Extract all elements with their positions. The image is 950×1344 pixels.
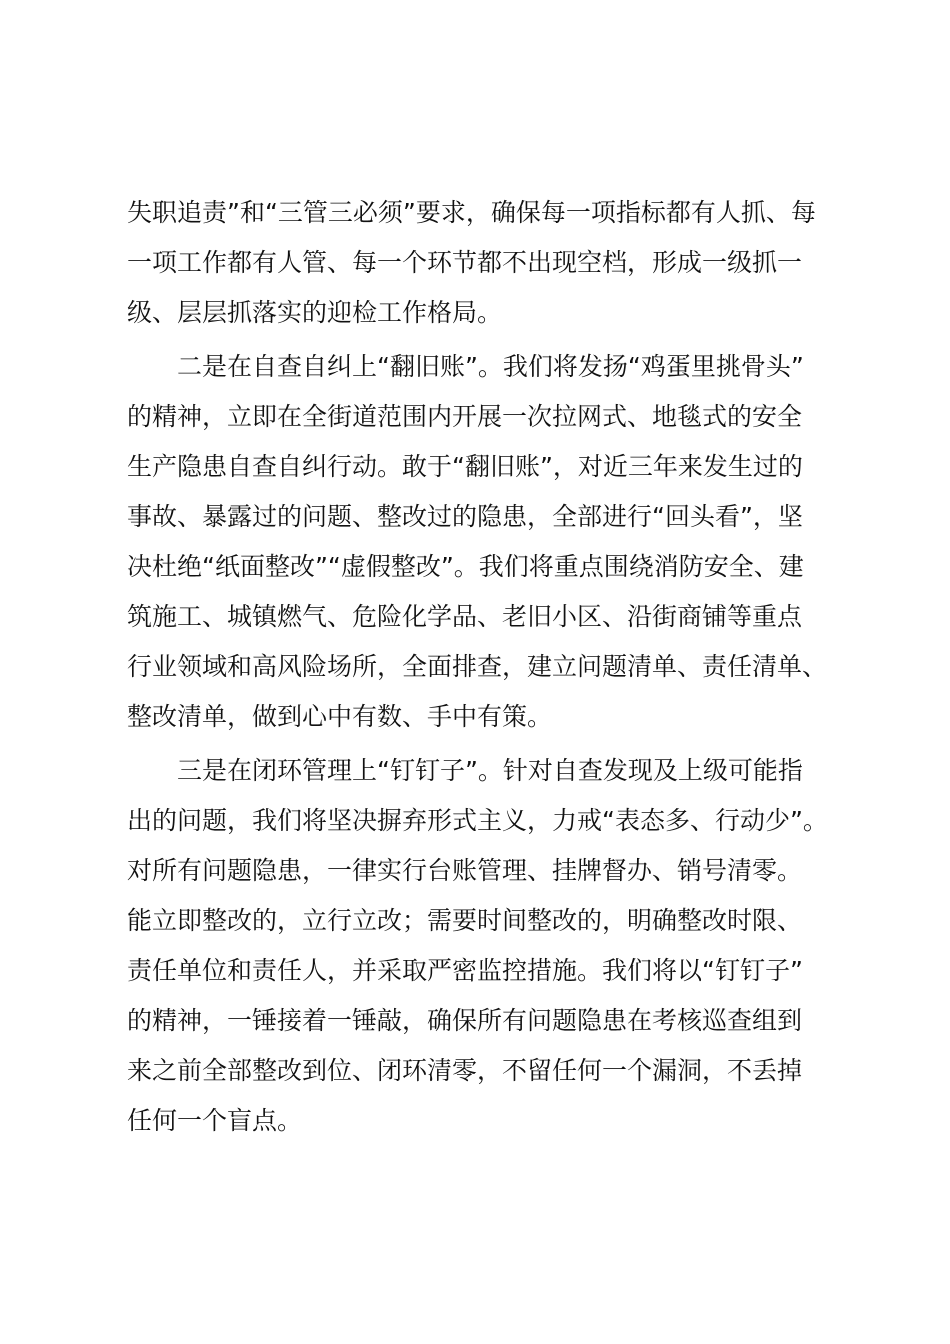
text-line: 任何一个盲点。 xyxy=(127,1106,303,1135)
text-line: 能立即整改的，立行立改；需要时间整改的，明确整改时限、 xyxy=(127,906,803,935)
text-line: 来之前全部整改到位、闭环清零，不留任何一个漏洞，不丢掉 xyxy=(127,1056,803,1085)
text-line: 的精神，一锤接着一锤敲，确保所有问题隐患在考核巡查组到 xyxy=(127,1006,803,1035)
text-line: 一项工作都有人管、每一个环节都不出现空档，形成一级抓一 xyxy=(127,248,803,277)
text-line: 二是在自查自纠上“翻旧账”。我们将发扬“鸡蛋里挑骨头” xyxy=(177,352,804,381)
paragraph-3 xyxy=(127,746,827,1146)
text-line: 失职追责”和“三管三必须”要求，确保每一项指标都有人抓、每 xyxy=(127,198,816,227)
paragraph-2 xyxy=(127,342,827,742)
text-line: 事故、暴露过的问题、整改过的隐患，全部进行“回头看”，坚 xyxy=(127,502,803,531)
text-line: 生产隐患自查自纠行动。敢于“翻旧账”，对近三年来发生过的 xyxy=(127,452,803,481)
text-line: 出的问题，我们将坚决摒弃形式主义，力戒“表态多、行动少”。 xyxy=(127,806,828,835)
document-body xyxy=(127,188,827,1146)
text-line: 级、层层抓落实的迎检工作格局。 xyxy=(127,298,503,327)
text-line: 筑施工、城镇燃气、危险化学品、老旧小区、沿街商铺等重点 xyxy=(127,602,803,631)
text-line: 责任单位和责任人，并采取严密监控措施。我们将以“钉钉子” xyxy=(127,956,803,985)
text-line: 对所有问题隐患，一律实行台账管理、挂牌督办、销号清零。 xyxy=(127,856,803,885)
text-line: 的精神，立即在全街道范围内开展一次拉网式、地毯式的安全 xyxy=(127,402,803,431)
text-line: 决杜绝“纸面整改”“虚假整改”。我们将重点围绕消防安全、建 xyxy=(127,552,804,581)
paragraph-1 xyxy=(127,188,827,338)
text-line: 整改清单，做到心中有数、手中有策。 xyxy=(127,702,553,731)
text-line: 行业领域和高风险场所，全面排查，建立问题清单、责任清单、 xyxy=(127,652,828,681)
text-line: 三是在闭环管理上“钉钉子”。针对自查发现及上级可能指 xyxy=(177,756,803,785)
